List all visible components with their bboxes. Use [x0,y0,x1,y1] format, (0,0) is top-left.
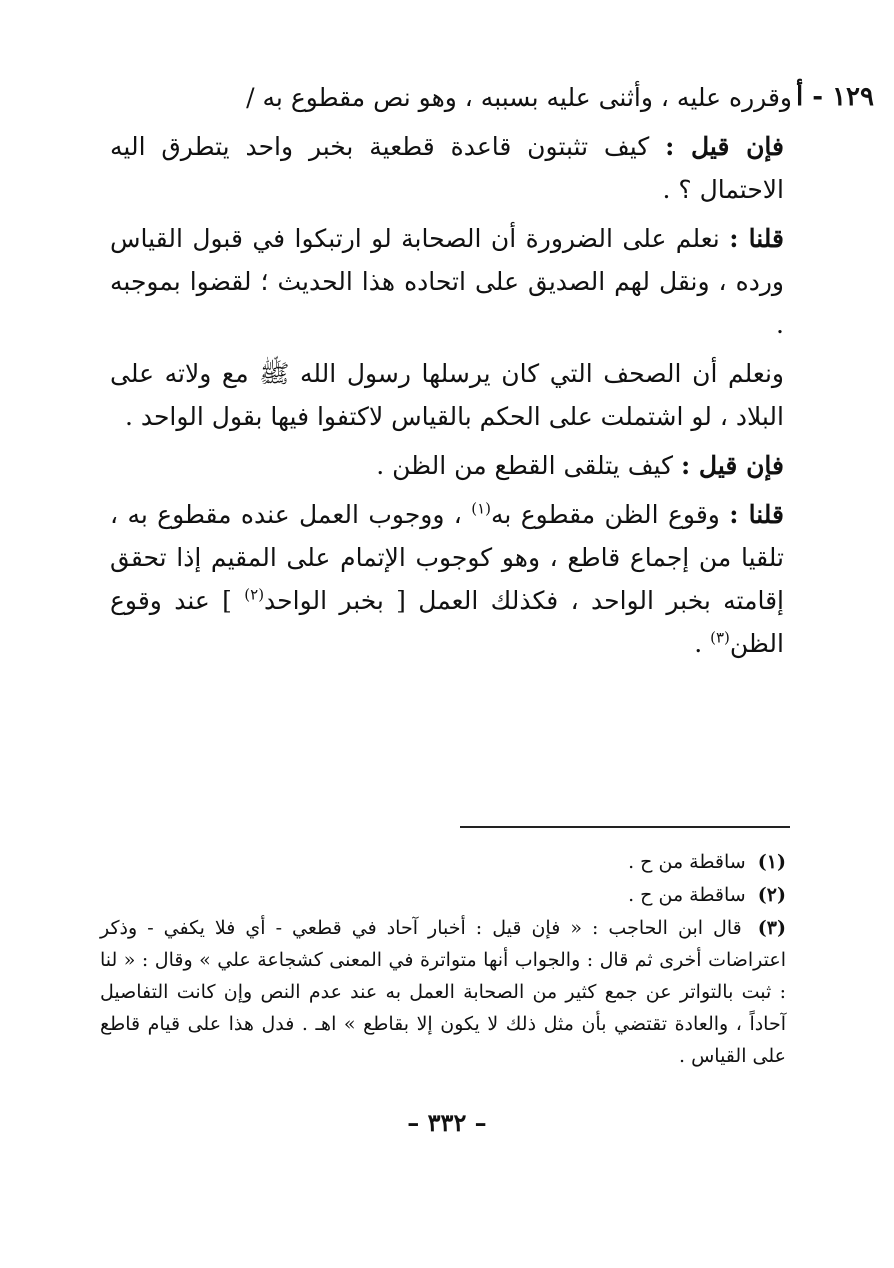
paragraph-5-text: كيف يتلقى القطع من الظن . [376,451,674,480]
paragraph-2-text: كيف تثبتون قاعدة قطعية بخبر واحد يتطرق اليه الاحتمال ؟ . [110,132,784,204]
paragraph-6-text-a: وقوع الظن مقطوع به [491,500,720,529]
paragraph-5 [110,444,784,487]
footnote-separator [460,826,790,828]
footnote-text: ساقطة من ح . [628,851,746,873]
paragraph-3-text: نعلم على الضرورة أن الصحابة لو ارتبكوا في قبول القياس ورده ، ونقل لهم الصديق على اتحاده هذا الحديث ؛ لقضوا بموجبه . [110,224,784,339]
reply-keyword: قلنا : [729,224,784,253]
footnote-ref-3[interactable]: (٣) [710,628,730,647]
objection-keyword: فإن قيل : [681,451,784,480]
footnote-ref-2[interactable]: (٢) [244,585,265,604]
paragraph-4 [110,352,784,438]
footnote-text: ساقطة من ح . [628,884,746,906]
paragraph-6-text-d: . [694,629,703,658]
footnote-3 [100,912,786,1072]
paragraph-6-text-b: ، ووجوب العمل عنده مقطوع به ، تلقيا من إجماع قاطع ، وهو كوجوب الإتمام على المقيم إذا تحقق إقامته بخبر الواحد ، فكذلك العمل [ بخبر الواحد [110,500,784,615]
paragraph-1 [110,76,792,119]
paragraph-3 [110,217,784,346]
footnotes [100,846,786,1073]
page-number: – ٣٣٢ – [407,1108,487,1137]
manuscript-folio-marker: ١٢٩ - أ [795,82,874,112]
footnote-number: (٣) [757,917,786,939]
paragraph-6-text-c: ] عند وقوع الظن [110,586,784,658]
footnote-2 [100,879,786,911]
paragraph-1-text: وقرره عليه ، وأثنى عليه بسببه ، وهو نص مقطوع به / [246,83,792,112]
paragraph-2 [110,125,784,211]
reply-keyword: قلنا : [729,500,784,529]
footnote-1 [100,846,786,878]
objection-keyword: فإن قيل : [665,132,784,161]
footnote-ref-1[interactable]: (١) [471,499,492,518]
footnote-text: قال ابن الحاجب : « فإن قيل : أخبار آحاد في قطعي - أي فلا يكفي - وذكر اعتراضات أخرى ثم قال : والجواب أنها متواترة في المعنى كشجاعة علي » وقال : « لنا : ثبت بالتواتر عن جمع كثير من الصحابة العمل به عند عدم النص وإن كانت التفاصيل آحاداً ، والعادة تقتضي بأن مثل ذلك لا يكون إلا بقاطع » اهـ . فدل هذا على قيام قاطع على القياس . [100,917,786,1067]
footnote-number: (٢) [757,884,786,906]
paragraph-6 [110,493,784,665]
paragraph-4-text: ونعلم أن الصحف التي كان يرسلها رسول الله ﷺ مع ولاته على البلاد ، لو اشتملت على الحكم بالقياس لاكتفوا فيها بقول الواحد . [110,359,784,431]
main-text [110,76,792,671]
footnote-number: (١) [757,851,786,873]
